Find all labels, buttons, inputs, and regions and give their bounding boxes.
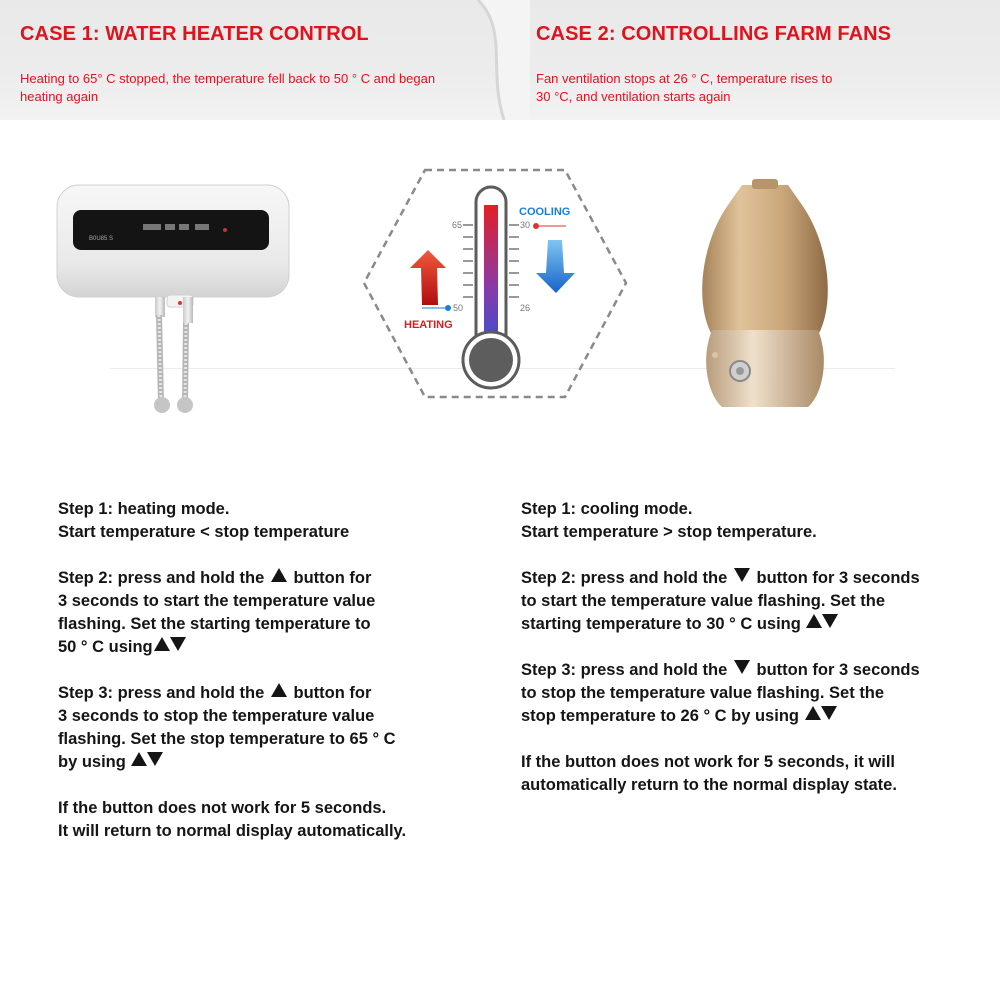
case-2-title: CASE 2: CONTROLLING FARM FANS [536, 23, 892, 45]
cooling-down-arrow-icon [536, 240, 575, 293]
heating-step-3: Step 3: press and hold the button for 3 seconds to stop the temperature value flashing. Set the stop temperature to 65 ° C by using [58, 682, 478, 774]
up-down-buttons-icon [805, 705, 837, 728]
scale-label-50: 50 [453, 303, 464, 313]
case-1-title: CASE 1: WATER HEATER CONTROL [20, 23, 369, 45]
heating-marker-dot [445, 305, 451, 311]
up-down-buttons-icon [806, 613, 838, 636]
case-1-header [20, 22, 440, 106]
up-triangle-icon [271, 683, 287, 697]
svg-text:B0U85 S: B0U85 S [89, 236, 114, 242]
cooling-step-3: Step 3: press and hold the button for 3 seconds to stop the temperature value flashing. Set the stop temperature to 26 ° C by using [521, 659, 971, 728]
heating-instructions [58, 498, 478, 866]
cooling-step-2: Step 2: press and hold the button for 3 seconds to start the temperature value flashing. Set the starting temperature to 30 ° C using [521, 567, 971, 636]
up-down-buttons-icon [154, 636, 186, 659]
header-divider [470, 0, 530, 120]
heating-up-arrow-icon [410, 250, 446, 305]
header-banner [0, 0, 1000, 120]
cooling-note: If the button does not work for 5 seconds, it will automatically return to the normal display state. [521, 753, 897, 794]
cooling-label: COOLING [519, 206, 571, 218]
heating-step-1: Step 1: heating mode. Start temperature < stop temperature [58, 500, 350, 541]
thermometer-diagram [360, 165, 630, 405]
up-down-buttons-icon [131, 751, 163, 774]
cooling-instructions [521, 498, 971, 820]
water-heater-image [55, 175, 295, 420]
down-triangle-icon [734, 568, 750, 582]
humidifier-image [690, 175, 840, 415]
cooling-step-1: Step 1: cooling mode. Start temperature > stop temperature. [521, 500, 817, 541]
scale-label-26: 26 [520, 303, 531, 313]
heating-step-2: Step 2: press and hold the button for 3 seconds to start the temperature value flashing. Set the starting temperature to 50 ° C using [58, 567, 478, 659]
case-2-header [536, 22, 891, 106]
scale-label-65: 65 [452, 220, 463, 230]
cooling-marker-dot [533, 223, 539, 229]
up-triangle-icon [271, 568, 287, 582]
down-triangle-icon [734, 660, 750, 674]
scale-label-30: 30 [520, 220, 531, 230]
heating-note: If the button does not work for 5 seconds. It will return to normal display automatically. [58, 799, 407, 840]
case-2-description: Fan ventilation stops at 26 ° C, temperature rises to 30 °C, and ventilation starts again [536, 71, 833, 104]
heating-label: HEATING [404, 319, 453, 331]
case-1-description: Heating to 65° C stopped, the temperature fell back to 50 ° C and began heating again [20, 71, 436, 104]
